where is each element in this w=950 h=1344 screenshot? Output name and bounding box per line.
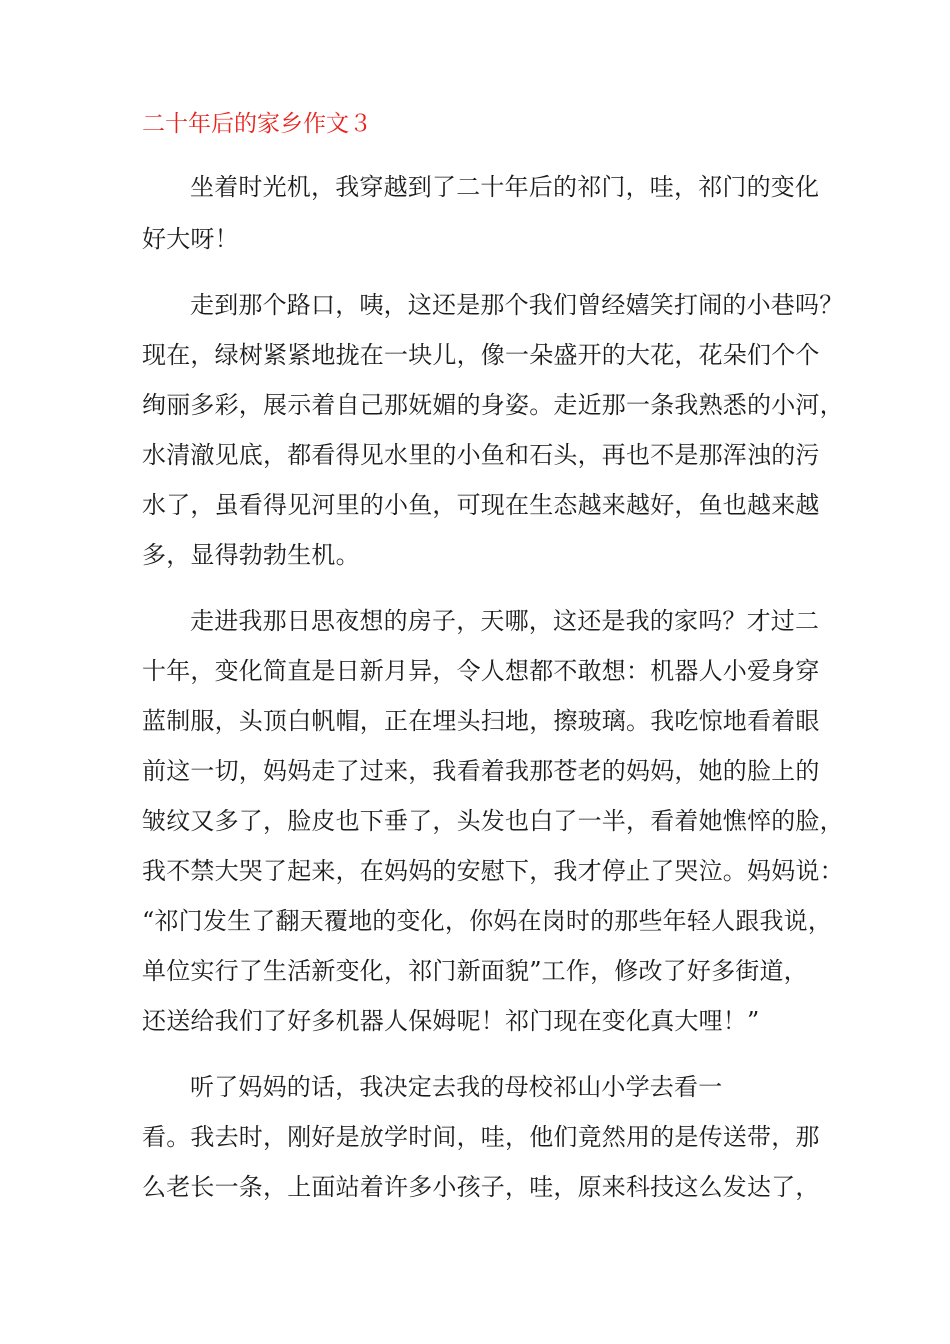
paragraph-4-line-1: 听了妈妈的话，我决定去我的母校祁山小学去看一 xyxy=(190,1073,723,1101)
paragraph-3-line-9: 还送给我们了好多机器人保姆呢！祁门现在变化真大哩！” xyxy=(142,1007,760,1035)
paragraph-2-line-5: 水了，虽看得见河里的小鱼，可现在生态越来越好，鱼也越来越 xyxy=(142,491,820,519)
paragraph-3-line-8: 单位实行了生活新变化，祁门新面貌”工作，修改了好多街道， xyxy=(142,957,808,985)
paragraph-3-line-7: “祁门发生了翻天覆地的变化，你妈在岗时的那些年轻人跟我说， xyxy=(142,907,833,935)
paragraph-4-line-2: 看。我去时，刚好是放学时间，哇，他们竟然用的是传送带，那 xyxy=(142,1123,820,1151)
paragraph-1-line-2: 好大呀！ xyxy=(142,225,239,253)
document-title: 二十年后的家乡作文３ xyxy=(142,111,372,137)
paragraph-3-line-5: 皱纹又多了，脸皮也下垂了，头发也白了一半，看着她憔悴的脸， xyxy=(142,807,844,835)
paragraph-2-line-6: 多，显得勃勃生机。 xyxy=(142,541,360,569)
paragraph-1-line-1: 坐着时光机，我穿越到了二十年后的祁门，哇，祁门的变化 xyxy=(190,173,820,201)
paragraph-3-line-2: 十年，变化简直是日新月异，令人想都不敢想：机器人小爱身穿 xyxy=(142,657,820,685)
paragraph-3-line-3: 蓝制服，头顶白帆帽，正在埋头扫地，擦玻璃。我吃惊地看着眼 xyxy=(142,707,820,735)
paragraph-2-line-1: 走到那个路口，咦，这还是那个我们曾经嬉笑打闹的小巷吗？ xyxy=(190,291,844,319)
paragraph-2-line-4: 水清澈见底，都看得见水里的小鱼和石头，再也不是那浑浊的污 xyxy=(142,441,820,469)
paragraph-2-line-3: 绚丽多彩，展示着自己那妩媚的身姿。走近那一条我熟悉的小河， xyxy=(142,391,844,419)
paragraph-4-line-3: 么老长一条，上面站着许多小孩子，哇，原来科技这么发达了， xyxy=(142,1173,820,1201)
paragraph-3-line-6: 我不禁大哭了起来，在妈妈的安慰下，我才停止了哭泣。妈妈说： xyxy=(142,857,844,885)
paragraph-2-line-2: 现在，绿树紧紧地拢在一块儿，像一朵盛开的大花，花朵们个个 xyxy=(142,341,820,369)
paragraph-3-line-4: 前这一切，妈妈走了过来，我看着我那苍老的妈妈，她的脸上的 xyxy=(142,757,820,785)
paragraph-3-line-1: 走进我那日思夜想的房子，天哪，这还是我的家吗？才过二 xyxy=(190,607,820,635)
